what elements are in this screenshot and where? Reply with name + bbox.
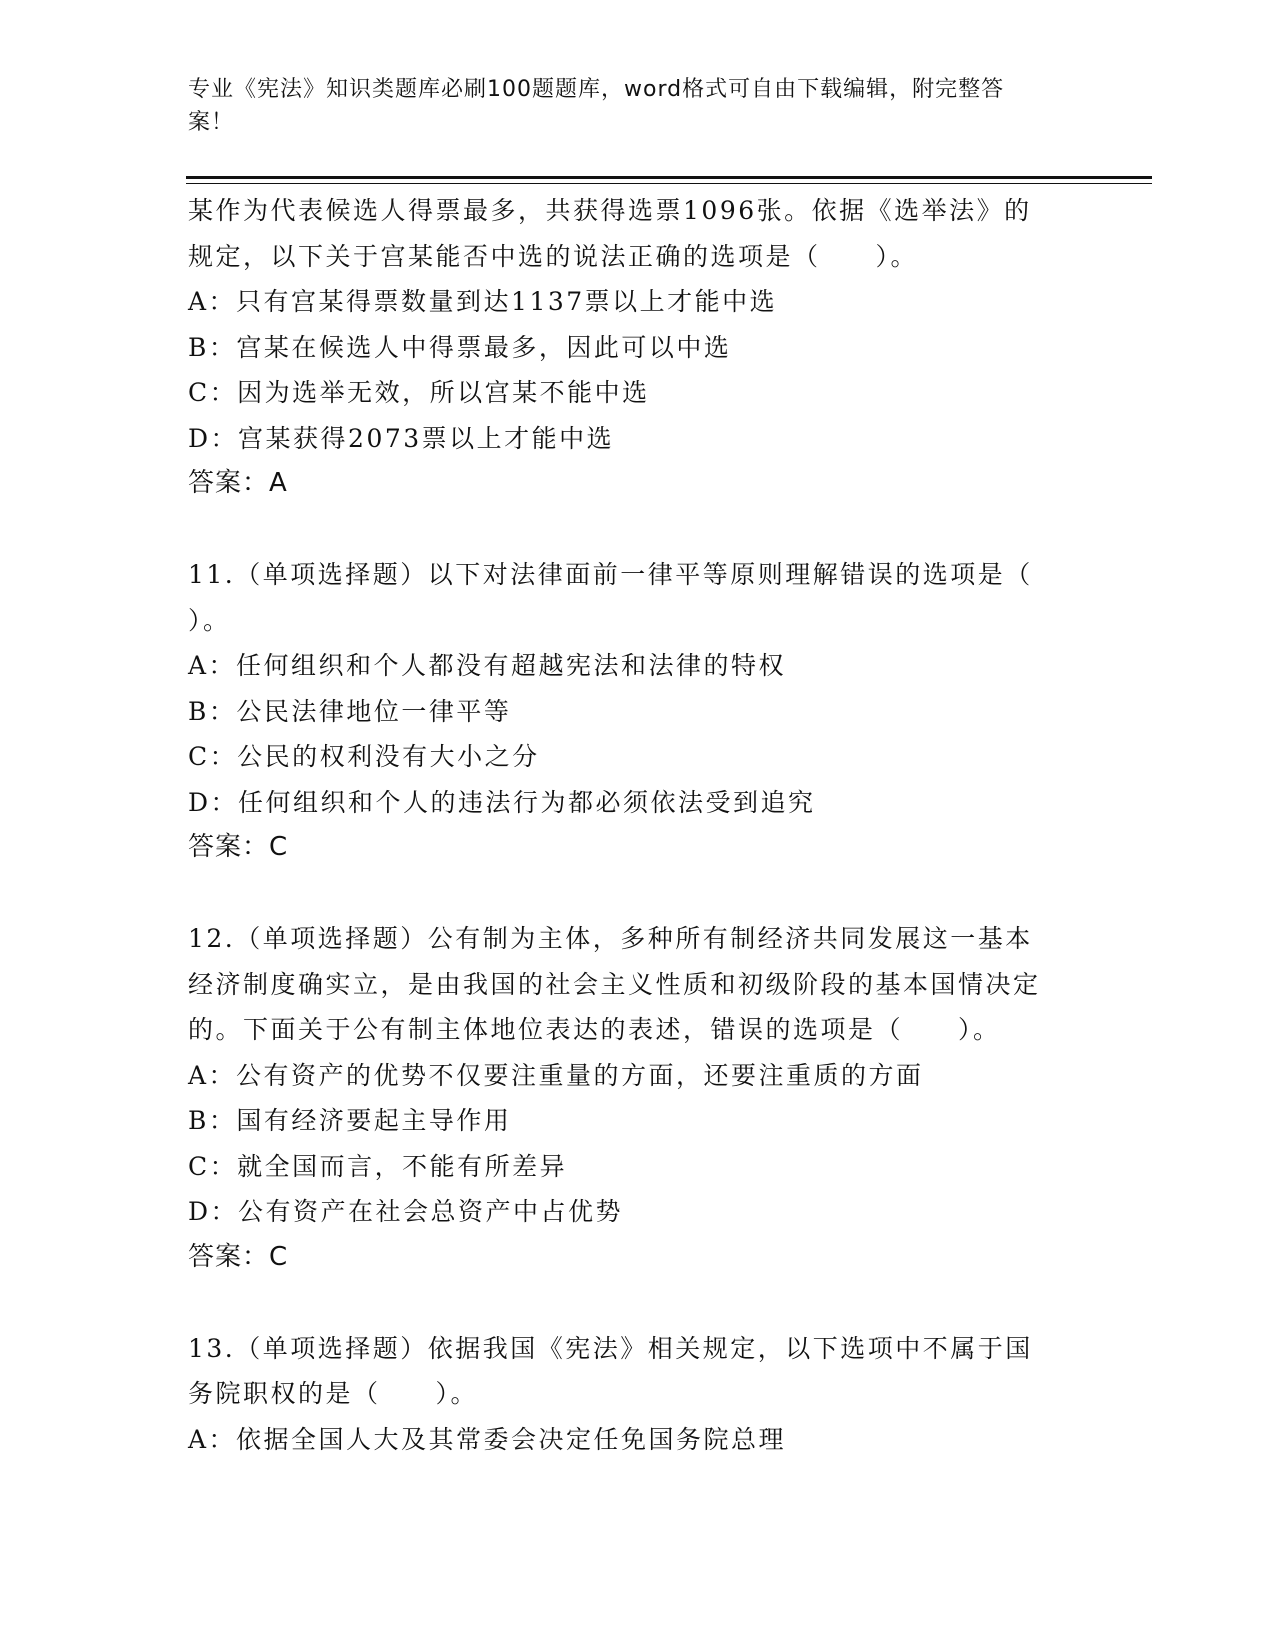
option-b: B：宫某在候选人中得票最多，因此可以中选: [188, 332, 732, 362]
document-header: [188, 73, 1068, 139]
option-d: D：公有资产在社会总资产中占优势: [188, 1197, 624, 1226]
answer-label: 答案：C: [188, 832, 289, 862]
question-13: [188, 1326, 1078, 1463]
option-b: B：公民法律地位一律平等: [188, 696, 512, 726]
option-a: A：公有资产的优势不仅要注重量的方面，还要注重质的方面: [188, 1060, 924, 1090]
header-divider-thick: [186, 176, 1152, 179]
question-12: [188, 916, 1078, 1280]
header-line-1: 专业《宪法》知识类题库必刷100题题库，word格式可自由下载编辑，附完整答: [188, 77, 1005, 102]
header-line-2: 案！: [188, 110, 235, 135]
question-stem: 经济制度确实立，是由我国的社会主义性质和初级阶段的基本国情决定: [188, 969, 1041, 999]
answer-label: 答案：C: [188, 1241, 289, 1272]
question-stem: 的。下面关于公有制主体地位表达的表述，错误的选项是（ ）。: [188, 1015, 1001, 1044]
option-c: C：因为选举无效，所以宫某不能中选: [188, 378, 650, 407]
option-c: C：公民的权利没有大小之分: [188, 742, 540, 771]
spacer: [188, 871, 1078, 917]
question-stem: ）。: [188, 605, 231, 635]
option-a: A：依据全国人大及其常委会决定任免国务院总理: [188, 1424, 787, 1454]
option-c: C：就全国而言，不能有所差异: [188, 1151, 568, 1181]
spacer: [188, 1280, 1078, 1326]
option-b: B：国有经济要起主导作用: [188, 1106, 512, 1135]
question-11: [188, 552, 1078, 871]
question-list: [188, 188, 1078, 1462]
option-d: D：宫某获得2073票以上才能中选: [188, 423, 615, 453]
question-stem: 务院职权的是（ ）。: [188, 1379, 479, 1408]
spacer: [188, 507, 1078, 553]
header-divider-thin: [186, 183, 1152, 184]
answer-label: 答案：A: [188, 468, 288, 498]
question-stem: 12.（单项选择题）公有制为主体，多种所有制经济共同发展这一基本: [188, 924, 1033, 953]
question-stem: 某作为代表候选人得票最多，共获得选票1096张。依据《选举法》的: [188, 196, 1032, 225]
option-d: D：任何组织和个人的违法行为都必须依法受到追究: [188, 787, 816, 817]
option-a: A：任何组织和个人都没有超越宪法和法律的特权: [188, 651, 787, 680]
question-stem: 11.（单项选择题）以下对法律面前一律平等原则理解错误的选项是（: [188, 560, 1033, 589]
question-stem: 规定，以下关于宫某能否中选的说法正确的选项是（ ）。: [188, 241, 919, 271]
question-stem: 13.（单项选择题）依据我国《宪法》相关规定，以下选项中不属于国: [188, 1333, 1033, 1363]
option-a: A：只有宫某得票数量到达1137票以上才能中选: [188, 287, 778, 316]
question-10: [188, 188, 1078, 507]
